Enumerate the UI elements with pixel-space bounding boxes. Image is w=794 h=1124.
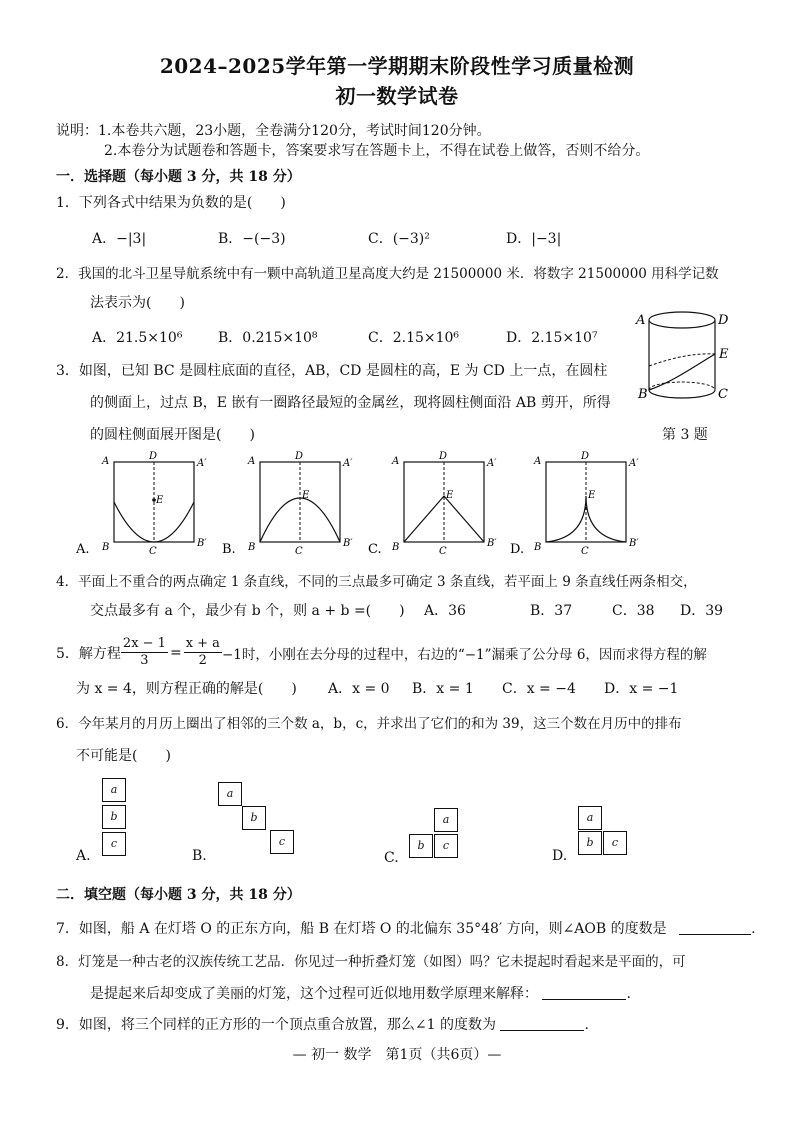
q9-text: 9．如图，将三个同样的正方形的一个顶点重合放置，那么∠1 的度数为 (56, 1017, 496, 1033)
q5-option-c: C．x = −4 (502, 681, 576, 697)
q3b-tr: A′ (343, 458, 353, 469)
q5-eq: = (169, 644, 182, 661)
q8-stem-line-2 (90, 983, 631, 1003)
q1-option-d: D．|−3| (506, 231, 562, 247)
q3c-e: E (446, 490, 454, 501)
q3-option-d-letter: D. (510, 542, 525, 557)
q3c-tm: D (439, 451, 448, 462)
exam-title: 2024–2025学年第一学期期末阶段性学习质量检测 (159, 54, 635, 78)
q1-stem: 1．下列各式中结果为负数的是( ) (56, 195, 286, 211)
q6-option-b-letter: B. (192, 848, 207, 864)
q7-answer-blank[interactable] (679, 922, 751, 935)
q3a-e: E (156, 495, 164, 506)
q3c-br: B′ (487, 538, 497, 549)
q3b-bm: C (295, 546, 303, 557)
q3a-tm: D (149, 451, 158, 462)
q3-panel-a (76, 451, 207, 557)
q5-frac1-num: 2x − 1 (122, 636, 166, 651)
q8-end-mark: . (626, 986, 631, 1002)
q2-option-d: D．2.15×10⁷ (506, 330, 598, 346)
q5-suffix: −1时，小刚在去分母的过程中，右边的“−1”漏乘了公分母 6，因而求得方程的解 (221, 646, 707, 663)
q3-panel-b (222, 451, 353, 557)
q3d-bl: B (534, 542, 542, 553)
q4-option-c: C．38 (612, 603, 655, 619)
q9-end-mark: . (584, 1017, 589, 1033)
q3a-bm: C (149, 546, 157, 557)
q6b-cell-c: c (270, 830, 294, 854)
q5-stem-line-2: 为 x = 4，则方程正确的解是( ) (76, 681, 297, 697)
q2-stem-line-2: 法表示为( ) (90, 295, 185, 311)
cyl-label-b: B (638, 387, 648, 402)
q6-stem-line-1: 6．今年某月的月历上圈出了相邻的三个数 a，b，c，并求出了它们的和为 39，这三个数在月历中的排布 (56, 716, 682, 732)
q2-option-c: C．2.15×10⁶ (368, 330, 460, 346)
q3b-br: B′ (343, 538, 353, 549)
q7-end-mark: . (751, 921, 756, 937)
q3d-tm: D (581, 451, 590, 462)
q3-figure-caption: 第 3 题 (662, 427, 708, 443)
cyl-label-c: C (718, 387, 728, 402)
q4-option-b: B．37 (530, 603, 573, 619)
q6-option-c-letter: C. (384, 850, 399, 866)
q5-option-a: A．x = 0 (328, 681, 390, 697)
q3a-bl: B (102, 542, 110, 553)
q3c-tl: A (392, 456, 400, 467)
q3b-tm: D (295, 451, 304, 462)
q6d-cell-a: a (578, 806, 602, 830)
q5-frac1-den: 3 (140, 653, 149, 668)
q3b-bl: B (248, 542, 256, 553)
q1-option-a: A．−|3| (92, 231, 147, 247)
q8-answer-blank[interactable] (542, 987, 626, 1000)
q5-option-b: B．x = 1 (412, 681, 474, 697)
cyl-label-e: E (719, 347, 729, 362)
q8-text: 是提起来后却变成了美丽的灯笼，这个过程可近似地用数学原理来解释： (90, 986, 538, 1002)
q6a-cell-a: a (102, 778, 126, 802)
q3b-tl: A (248, 456, 256, 467)
cyl-label-a: A (636, 313, 646, 328)
q5-frac2-den: 2 (198, 653, 207, 668)
q3a-tr: A′ (197, 458, 207, 469)
q8-stem-line-1: 8．灯笼是一种古老的汉族传统工艺品．你见过一种折叠灯笼（如图）吗？它未提起时看起来是平面的，可 (56, 954, 686, 970)
q5-option-d: D．x = −1 (604, 681, 679, 697)
q6-stem-line-2: 不可能是( ) (76, 748, 171, 764)
q3-stem-line-3: 的圆柱侧面展开图是( ) (90, 427, 255, 443)
q3d-bm: C (581, 546, 589, 557)
q1-option-c: C．(−3)² (368, 231, 430, 247)
q6a-cell-c: c (102, 832, 126, 856)
q6b-cell-b: b (242, 806, 266, 830)
q6c-cell-c: c (434, 834, 458, 858)
q9-stem (56, 1014, 589, 1034)
q3-option-c-letter: C. (368, 542, 382, 557)
exam-subtitle: 初一数学试卷 (335, 84, 459, 108)
q6a-cell-b: b (102, 805, 126, 829)
q6b-cell-a: a (218, 782, 242, 806)
q4-option-d: D．39 (680, 603, 724, 619)
q3c-tr: A′ (487, 458, 497, 469)
q5-fraction-1 (121, 636, 168, 669)
instruction-line-1: 说明：1.本卷共六题，23小题，全卷满分120分，考试时间120分钟。 (56, 123, 491, 139)
q3c-bl: B (392, 542, 400, 553)
q3-panel-c (368, 451, 497, 557)
q2-option-a: A．21.5×10⁶ (92, 330, 183, 346)
q4-option-a: A．36 (424, 603, 466, 619)
q5-fraction-2 (184, 636, 222, 669)
q6d-cell-b: b (578, 831, 602, 855)
q6c-cell-a: a (434, 808, 458, 832)
q3-option-b-letter: B. (222, 542, 236, 557)
q5-stem-line-1 (56, 636, 707, 669)
page-footer: — 初一 数学 第1页（共6页）— (292, 1047, 502, 1063)
q3d-tl: A (534, 456, 542, 467)
q2-option-b: B．0.215×10⁸ (218, 330, 318, 346)
q3d-tr: A′ (629, 458, 639, 469)
section-1-heading: 一．选择题（每小题 3 分，共 18 分） (56, 169, 301, 185)
cyl-label-d: D (718, 313, 729, 328)
q3-stem-line-1: 3．如图，已知 BC 是圆柱底面的直径，AB，CD 是圆柱的高，E 为 CD 上一点，在圆柱 (56, 363, 608, 379)
q6-option-d-letter: D. (552, 848, 568, 864)
q3b-e: E (302, 490, 310, 501)
instruction-line-2: 2.本卷分为试题卷和答题卡，答案要求写在答题卡上，不得在试卷上做答，否则不给分。 (104, 143, 650, 159)
q3-cylinder-figure (632, 308, 736, 408)
q3c-bm: C (439, 546, 447, 557)
q1-option-b: B．−(−3) (218, 231, 286, 247)
q3-panel-d (510, 451, 639, 557)
q4-stem-line-1: 4．平面上不重合的两点确定 1 条直线，不同的三点最多可确定 3 条直线，若平面上 9 条直线任两条相交， (56, 574, 697, 590)
q7-stem (56, 918, 756, 938)
q3a-tl: A (102, 456, 110, 467)
q5-prefix: 5．解方程 (56, 645, 121, 662)
q5-frac2-num: x + a (185, 636, 220, 651)
q4-stem-line-2: 交点最多有 a 个，最少有 b 个，则 a + b =( ) (90, 603, 405, 619)
q2-stem-line-1: 2．我国的北斗卫星导航系统中有一颗中高轨道卫星高度大约是 21500000 米．将数字 21500000 用科学记数 (56, 266, 719, 282)
section-2-heading: 二．填空题（每小题 3 分，共 18 分） (56, 887, 301, 903)
q3-stem-line-2: 的侧面上，过点 B，E 嵌有一圈路径最短的金属丝，现将圆柱侧面沿 AB 剪开，所得 (90, 395, 611, 411)
q9-answer-blank[interactable] (500, 1018, 584, 1031)
q3-option-a-letter: A. (76, 542, 90, 557)
q3d-e: E (588, 490, 596, 501)
q6c-cell-b: b (409, 834, 433, 858)
q7-text: 7．如图，船 A 在灯塔 O 的正东方向，船 B 在灯塔 O 的北偏东 35°48′ 方向，则∠AOB 的度数是 (56, 921, 667, 937)
q6d-cell-c: c (603, 831, 627, 855)
q3a-br: B′ (197, 538, 207, 549)
q3-options-figure (76, 450, 696, 558)
q3d-br: B′ (629, 538, 639, 549)
q6-option-a-letter: A. (76, 848, 91, 864)
